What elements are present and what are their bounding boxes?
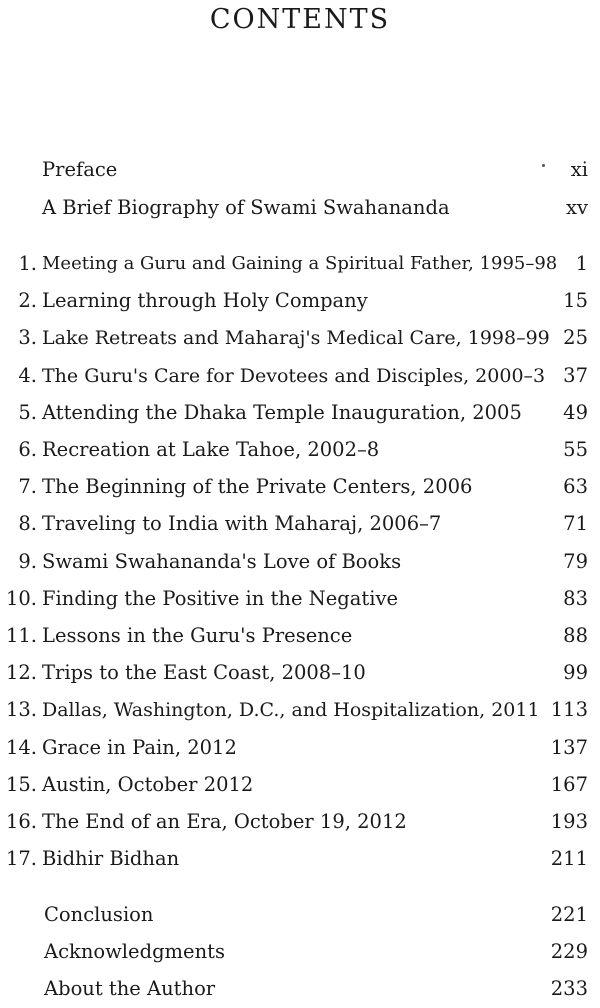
chapter-number: 13. — [5, 698, 37, 721]
entry-title: Learning through Holy Company — [42, 289, 368, 312]
chapter-number: 3. — [18, 326, 37, 349]
page-number: 99 — [563, 661, 588, 684]
page-number: 37 — [563, 364, 588, 387]
chapter-number: 17. — [5, 847, 37, 870]
toc-entry — [0, 362, 600, 390]
toc-entry — [0, 194, 600, 222]
page-number: 221 — [550, 903, 588, 926]
entry-title: Traveling to India with Maharaj, 2006–7 — [42, 512, 442, 535]
page-number: xv — [565, 196, 588, 219]
chapter-number: 14. — [5, 736, 37, 759]
page-number: 137 — [550, 736, 588, 759]
entry-title: The End of an Era, October 19, 2012 — [42, 810, 407, 833]
chapter-number: 11. — [5, 624, 37, 647]
chapter-number: 8. — [18, 512, 37, 535]
page-number: 233 — [550, 977, 588, 1000]
entry-title: Lessons in the Guru's Presence — [42, 624, 353, 647]
page-title: CONTENTS — [209, 4, 391, 35]
page-number: 88 — [563, 624, 588, 647]
page-number: 83 — [563, 587, 588, 610]
chapter-number: 9. — [18, 550, 37, 573]
entry-title: About the Author — [44, 977, 216, 1000]
toc-entry — [0, 901, 600, 929]
entry-title: Recreation at Lake Tahoe, 2002–8 — [42, 438, 380, 461]
toc-entry — [0, 845, 600, 873]
entry-title: Finding the Positive in the Negative — [42, 587, 399, 610]
toc-entry — [0, 473, 600, 501]
entry-title: Austin, October 2012 — [42, 773, 254, 796]
page-number: 193 — [550, 810, 588, 833]
toc-entry — [0, 659, 600, 687]
chapter-number: 7. — [18, 475, 37, 498]
entry-title: Preface — [42, 158, 118, 181]
page-number: 167 — [550, 773, 588, 796]
chapter-number: 16. — [5, 810, 37, 833]
toc-entry — [0, 585, 600, 613]
page-number: 63 — [563, 475, 588, 498]
chapter-number: 15. — [5, 773, 37, 796]
entry-title: Grace in Pain, 2012 — [42, 736, 237, 759]
toc-entry — [0, 436, 600, 464]
toc-entry — [0, 771, 600, 799]
toc-entry — [0, 156, 600, 184]
page-number: 55 — [563, 438, 588, 461]
chapter-number: 10. — [5, 587, 37, 610]
entry-title: Swami Swahananda's Love of Books — [42, 550, 402, 573]
page-number: 25 — [563, 326, 588, 349]
page-number: 79 — [563, 550, 588, 573]
entry-title: A Brief Biography of Swami Swahananda — [42, 196, 450, 219]
page-number: 1 — [575, 252, 588, 275]
entry-title: The Beginning of the Private Centers, 2006 — [42, 475, 473, 498]
toc-entry — [0, 399, 600, 427]
entry-title: Bidhir Bidhan — [42, 847, 180, 870]
toc-entry — [0, 510, 600, 538]
chapter-number: 4. — [18, 364, 37, 387]
toc-entry — [0, 250, 600, 278]
toc-entry — [0, 287, 600, 315]
chapter-number: 12. — [5, 661, 37, 684]
toc-entry — [0, 548, 600, 576]
page-number: 15 — [563, 289, 588, 312]
page-number: xi — [570, 158, 588, 181]
toc-entry — [0, 938, 600, 966]
toc-entry — [0, 696, 600, 724]
page-number: 211 — [550, 847, 588, 870]
page-number: 113 — [550, 698, 588, 721]
toc-entry — [0, 622, 600, 650]
page-number: 49 — [563, 401, 588, 424]
entry-title: Dallas, Washington, D.C., and Hospitalization, 2011 — [42, 699, 540, 721]
chapter-number: 2. — [18, 289, 37, 312]
entry-title: Lake Retreats and Maharaj's Medical Care, 1998–99 — [42, 327, 550, 349]
entry-title: The Guru's Care for Devotees and Disciples, 2000–3 — [42, 365, 546, 387]
entry-title: Acknowledgments — [44, 940, 225, 963]
chapter-number: 1. — [18, 252, 37, 275]
chapter-number: 6. — [18, 438, 37, 461]
chapter-number: 5. — [18, 401, 37, 424]
page-number: 229 — [550, 940, 588, 963]
entry-title: Trips to the East Coast, 2008–10 — [42, 661, 366, 684]
toc-entry — [0, 975, 600, 1003]
toc-entry — [0, 734, 600, 762]
toc-entry — [0, 324, 600, 352]
toc-entry — [0, 808, 600, 836]
entry-title: Attending the Dhaka Temple Inauguration, 2005 — [42, 401, 522, 424]
entry-title: Meeting a Guru and Gaining a Spiritual Father, 1995–98 — [42, 253, 558, 274]
entry-title: Conclusion — [44, 903, 154, 926]
page-number: 71 — [563, 512, 588, 535]
